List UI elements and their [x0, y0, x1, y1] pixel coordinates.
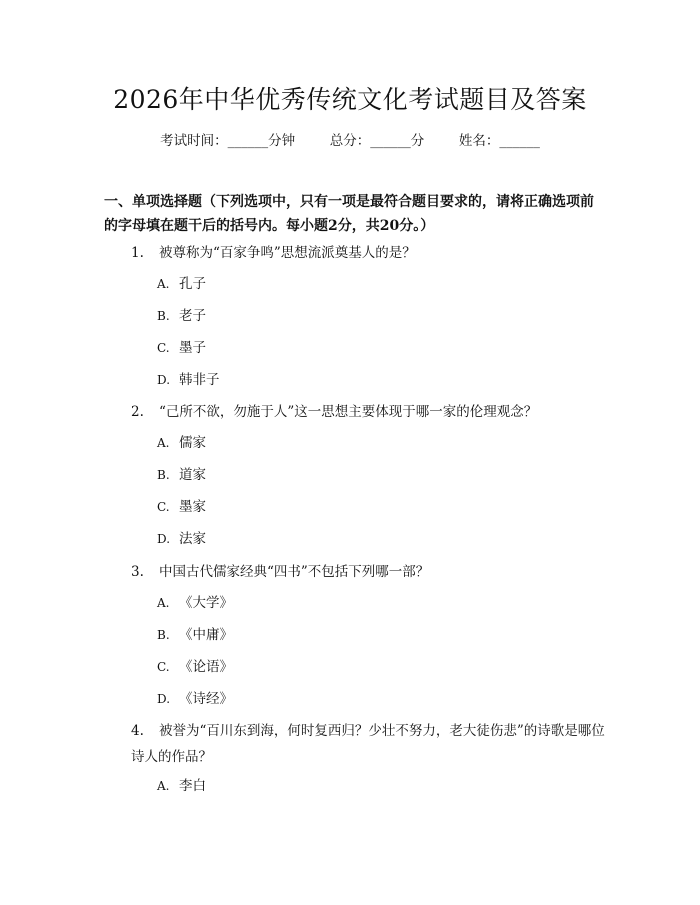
option-text: 孔子	[179, 276, 206, 292]
option-text: 儒家	[179, 435, 206, 451]
option-item	[157, 529, 206, 549]
option-letter: D.	[157, 532, 171, 546]
option-text: 墨子	[179, 340, 206, 356]
question-number: 2.	[131, 404, 144, 420]
option-letter: A.	[157, 436, 170, 450]
option-letter: D.	[157, 692, 171, 706]
option-text: 墨家	[179, 499, 206, 515]
option-item	[157, 274, 206, 294]
exam-info-line	[0, 131, 700, 151]
question-item	[131, 559, 606, 585]
option-text: 道家	[179, 467, 206, 483]
option-item	[157, 593, 233, 613]
option-item	[157, 306, 206, 326]
exam-time-label: 考试时间：	[160, 133, 228, 149]
option-letter: B.	[157, 628, 170, 642]
option-text: 老子	[179, 308, 206, 324]
question-number: 3.	[131, 564, 144, 580]
question-text: “己所不欲，勿施于人”这一思想主要体现于哪一家的伦理观念？	[159, 404, 538, 420]
option-item	[157, 465, 206, 485]
option-text: 韩非子	[179, 372, 220, 388]
student-name-label: 姓名：	[458, 133, 500, 149]
total-score-label: 总分：	[329, 133, 371, 149]
exam-time-blank: ______	[227, 133, 269, 149]
question-item	[131, 240, 606, 266]
question-number: 4.	[131, 723, 144, 739]
student-name-blank: ______	[499, 133, 540, 149]
total-score-unit: 分	[410, 133, 425, 149]
option-item	[157, 689, 233, 709]
question-item	[131, 718, 606, 770]
option-text: 李白	[179, 778, 206, 794]
option-letter: C.	[157, 500, 170, 514]
question-text: 被誉为“百川东到海，何时复西归？少壮不努力，老大徒伤悲”的诗歌是哪位诗人的作品？	[131, 723, 605, 765]
option-text: 《中庸》	[179, 627, 233, 643]
question-number: 1.	[131, 245, 144, 261]
option-letter: A.	[157, 596, 170, 610]
option-item	[157, 776, 206, 796]
option-text: 《论语》	[179, 659, 233, 675]
exam-time-unit: 分钟	[268, 133, 296, 149]
question-text: 被尊称为“百家争鸣”思想流派奠基人的是？	[159, 245, 416, 261]
option-item	[157, 657, 233, 677]
option-text: 《大学》	[179, 595, 233, 611]
option-letter: A.	[157, 277, 170, 291]
section-heading: 一、单项选择题（下列选项中，只有一项是最符合题目要求的，请将正确选项前的字母填在题干后的括号内。每小题2分，共20分。）	[104, 194, 594, 234]
option-item	[157, 625, 233, 645]
option-text: 法家	[179, 531, 206, 547]
document-title: 2026年中华优秀传统文化考试题目及答案	[113, 85, 587, 114]
option-letter: D.	[157, 373, 171, 387]
option-text: 《诗经》	[179, 691, 233, 707]
option-letter: C.	[157, 660, 170, 674]
option-letter: B.	[157, 468, 170, 482]
total-score-blank: ______	[370, 133, 411, 149]
question-item	[131, 399, 606, 425]
option-item	[157, 370, 220, 390]
option-letter: C.	[157, 341, 170, 355]
option-item	[157, 433, 206, 453]
option-letter: A.	[157, 779, 170, 793]
option-item	[157, 338, 206, 358]
option-letter: B.	[157, 309, 170, 323]
option-item	[157, 497, 206, 517]
question-text: 中国古代儒家经典“四书”不包括下列哪一部？	[159, 564, 430, 580]
